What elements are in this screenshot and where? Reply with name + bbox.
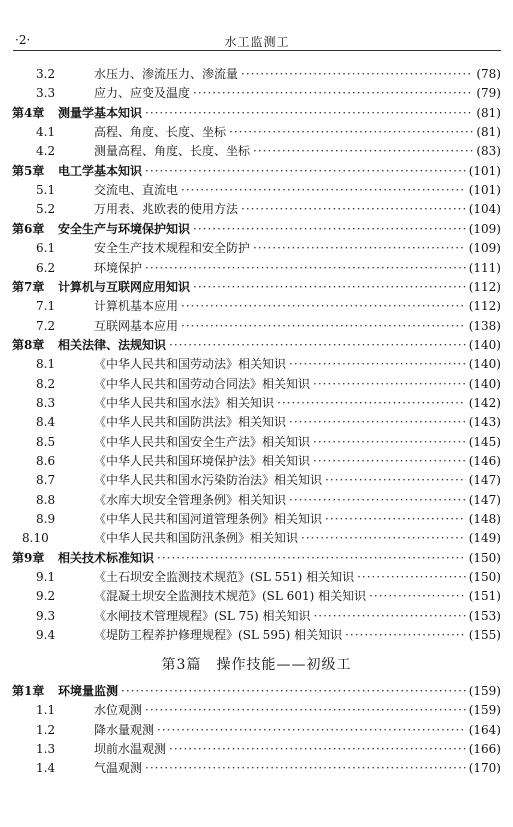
- toc-section-entry[interactable]: [12, 452, 501, 471]
- toc-entry-number: 1.1: [36, 703, 56, 718]
- toc-entry-title: 坝前水温观测: [94, 742, 167, 757]
- toc-leader-dots: [181, 297, 466, 316]
- toc-entry-title: 《水闸技术管理规程》(SL 75) 相关知识: [94, 608, 311, 623]
- toc-section-entry[interactable]: [12, 471, 501, 490]
- toc-entry-title: 环境保护: [94, 260, 143, 275]
- toc-chapter-entry[interactable]: [12, 220, 501, 239]
- toc-entry-number: 4.1: [36, 125, 56, 140]
- toc-entry-title: 《中华人民共和国防汛条例》相关知识: [94, 531, 299, 546]
- toc-entry-title: 测量高程、角度、长度、坐标: [94, 144, 251, 159]
- toc-leader-dots: [145, 759, 466, 778]
- toc-leader-dots: [169, 740, 466, 759]
- toc-entry-page: (79): [476, 86, 501, 101]
- toc-leader-dots: [145, 162, 466, 181]
- toc-entry-number: 9.2: [36, 589, 56, 604]
- toc-entry-title: 安全生产与环境保护知识: [58, 221, 191, 236]
- toc-entry-title: 水压力、渗流压力、渗流量: [94, 67, 239, 81]
- toc-entry-page: (81): [476, 105, 501, 120]
- toc-entry-page: (83): [476, 144, 501, 159]
- toc-leader-dots: [193, 220, 466, 239]
- toc-entry-title: 交流电、直流电: [94, 183, 179, 198]
- toc-entry-title: 《水库大坝安全管理条例》相关知识: [94, 492, 287, 507]
- toc-leader-dots: [369, 587, 466, 606]
- toc-section-entry[interactable]: [12, 510, 501, 529]
- toc-entry-title: 万用表、兆欧表的使用方法: [94, 202, 239, 217]
- toc-entry-page: (159): [468, 703, 501, 718]
- toc-section-entry[interactable]: [12, 433, 501, 452]
- toc-entry-title: 《中华人民共和国防洪法》相关知识: [94, 415, 287, 430]
- toc-entry-title: 《堤防工程养护修理规程》(SL 595) 相关知识: [94, 628, 343, 643]
- toc-leader-dots: [253, 239, 466, 258]
- toc-section-entry[interactable]: [12, 142, 501, 161]
- toc-section-entry[interactable]: [12, 626, 501, 645]
- toc-entry-title: 相关法律、法规知识: [58, 337, 167, 352]
- toc-entry-number: 9.1: [36, 570, 56, 585]
- toc-entry-number: 3.3: [36, 86, 56, 101]
- toc-entry-page: (101): [468, 183, 501, 198]
- toc-section-entry[interactable]: [12, 259, 501, 278]
- toc-leader-dots: [145, 104, 473, 123]
- toc-entry-title: 水位观测: [94, 703, 143, 718]
- toc-leader-dots: [193, 84, 473, 103]
- toc-entry-page: (170): [468, 761, 501, 776]
- toc-entry-number: 5.1: [36, 183, 56, 198]
- toc-leader-dots: [241, 65, 473, 84]
- toc-entry-page: (112): [468, 299, 501, 314]
- toc-entry-number: 8.7: [36, 473, 56, 488]
- toc-leader-dots: [157, 721, 466, 740]
- toc-entry-title: 高程、角度、长度、坐标: [94, 125, 227, 140]
- toc-entry-number: 1.3: [36, 742, 56, 757]
- page-header: [13, 30, 501, 51]
- toc-chapter-entry[interactable]: [12, 162, 501, 181]
- toc-leader-dots: [301, 529, 466, 548]
- toc-entry-number: 6.2: [36, 260, 56, 275]
- toc-entry-title: 计算机与互联网应用知识: [58, 279, 191, 294]
- toc-entry-number: 3.2: [36, 67, 56, 81]
- toc-entry-title: 测量学基本知识: [58, 105, 143, 120]
- toc-leader-dots: [313, 375, 466, 394]
- toc-leader-dots: [157, 549, 466, 568]
- toc-entry-title: 《混凝土坝安全监测技术规范》(SL 601) 相关知识: [94, 589, 367, 604]
- toc-entry-title: 应力、应变及温度: [94, 86, 191, 101]
- toc-entry-page: (148): [468, 512, 501, 527]
- toc-section-entry[interactable]: [12, 607, 501, 626]
- toc-section-entry[interactable]: [12, 200, 501, 219]
- toc-section-entry[interactable]: [12, 355, 501, 374]
- toc-leader-dots: [289, 413, 466, 432]
- toc-entry-number: 8.2: [36, 376, 56, 391]
- toc-entry-page: (112): [468, 279, 501, 294]
- toc-entry-page: (109): [468, 221, 501, 236]
- toc-entry-number: 第9章: [12, 550, 45, 565]
- toc-leader-dots: [277, 394, 466, 413]
- toc-entry-page: (166): [468, 742, 501, 757]
- toc-section-entry[interactable]: [12, 123, 501, 142]
- toc-leader-dots: [325, 510, 466, 529]
- toc-entry-page: (164): [468, 722, 501, 737]
- toc-entry-page: (142): [468, 395, 501, 410]
- toc-leader-dots: [313, 433, 466, 452]
- toc-entry-title: 《中华人民共和国水法》相关知识: [94, 395, 275, 410]
- toc-section-entry[interactable]: [12, 701, 501, 720]
- toc-section-entry[interactable]: [12, 413, 501, 432]
- toc-entry-title: 气温观测: [94, 761, 143, 776]
- toc-leader-dots: [313, 607, 465, 626]
- toc-entry-number: 9.3: [36, 608, 56, 623]
- toc-leader-dots: [145, 701, 466, 720]
- toc-entry-number: 8.9: [36, 512, 56, 527]
- toc-entry-page: (140): [468, 337, 501, 352]
- toc-leader-dots: [357, 568, 466, 587]
- toc-entry-page: (140): [468, 376, 501, 391]
- toc-entry-number: 第6章: [12, 221, 45, 236]
- toc-entry-title: 《中华人民共和国环境保护法》相关知识: [94, 454, 311, 468]
- toc-entry-page: (145): [468, 434, 501, 449]
- toc-entry-page: (101): [468, 163, 501, 178]
- toc-entry-title: 降水量观测: [94, 722, 155, 737]
- page-number: ·2·: [15, 33, 31, 47]
- toc-entry-title: 《中华人民共和国劳动合同法》相关知识: [94, 376, 311, 391]
- toc-section-entry[interactable]: [12, 491, 501, 510]
- toc-entry-page: (151): [468, 589, 501, 604]
- toc-entry-title: 环境量监测: [58, 684, 119, 698]
- toc-entry-page: (78): [476, 67, 501, 81]
- toc-entry-title: 《中华人民共和国水污染防治法》相关知识: [94, 473, 323, 488]
- toc-entry-page: (150): [468, 550, 501, 565]
- toc-entry-number: 8.3: [36, 395, 56, 410]
- toc-section-entry[interactable]: [12, 587, 501, 606]
- toc-entry-page: (149): [468, 531, 501, 546]
- toc-entry-number: 第5章: [12, 163, 45, 178]
- toc-leader-dots: [169, 336, 466, 355]
- toc-entry-title: 《中华人民共和国安全生产法》相关知识: [94, 434, 311, 449]
- toc-entry-number: 7.2: [36, 318, 56, 333]
- toc-entry-title: 《中华人民共和国河道管理条例》相关知识: [94, 512, 323, 527]
- toc-leader-dots: [345, 626, 466, 645]
- toc-chapter-entry[interactable]: [12, 682, 501, 701]
- toc-entry-number: 8.5: [36, 434, 56, 449]
- toc-chapter-entry[interactable]: [12, 336, 501, 355]
- toc-section-entry[interactable]: [12, 568, 501, 587]
- toc-entry-title: 互联网基本应用: [94, 318, 179, 333]
- toc-entry-page: (143): [468, 415, 501, 430]
- toc-leader-dots: [145, 259, 466, 278]
- toc-entry-page: (159): [468, 684, 501, 698]
- toc-entry-title: 《土石坝安全监测技术规范》(SL 551) 相关知识: [94, 570, 355, 585]
- toc-leader-dots: [181, 181, 466, 200]
- toc-entry-page: (104): [468, 202, 501, 217]
- toc-entry-page: (150): [468, 570, 501, 585]
- toc-entry-number: 8.6: [36, 454, 56, 468]
- toc-entry-page: (138): [468, 318, 501, 333]
- toc-entry-page: (81): [476, 125, 501, 140]
- toc-entry-number: 8.10: [22, 531, 49, 546]
- toc-entry-number: 4.2: [36, 144, 56, 159]
- toc-entry-number: 5.2: [36, 202, 56, 217]
- toc-section-entry[interactable]: [12, 317, 501, 336]
- toc-entry-number: 8.8: [36, 492, 56, 507]
- toc-leader-dots: [193, 278, 466, 297]
- toc-section-entry[interactable]: [12, 375, 501, 394]
- running-title: 水工监测工: [224, 35, 290, 49]
- toc-section-entry[interactable]: [12, 759, 501, 778]
- toc-entry-number: 7.1: [36, 299, 56, 314]
- toc-leader-dots: [181, 317, 466, 336]
- toc-entry-title: 计算机基本应用: [94, 299, 179, 314]
- toc-entry-number: 8.4: [36, 415, 56, 430]
- toc-entry-number: 第4章: [12, 105, 45, 120]
- toc-leader-dots: [289, 491, 466, 510]
- toc-entry-number: 9.4: [36, 628, 56, 643]
- toc-section-entry[interactable]: [12, 239, 501, 258]
- toc-entry-page: (147): [468, 473, 501, 488]
- toc-entry-title: 《中华人民共和国劳动法》相关知识: [94, 357, 287, 372]
- toc-leader-dots: [253, 142, 473, 161]
- toc-entry-number: 第7章: [12, 279, 45, 294]
- toc-entry-page: (140): [468, 357, 501, 372]
- toc-section-entry[interactable]: [12, 84, 501, 103]
- toc-entry-title: 安全生产技术规程和安全防护: [94, 241, 251, 256]
- toc-leader-dots: [229, 123, 473, 142]
- toc-section-entry[interactable]: [12, 65, 501, 84]
- toc-chapter-entry[interactable]: [12, 278, 501, 297]
- toc-entry-number: 1.4: [36, 761, 56, 776]
- toc-entry-page: (146): [468, 454, 501, 468]
- toc-section-entry[interactable]: [12, 394, 501, 413]
- toc-section-entry[interactable]: [12, 721, 501, 740]
- toc-leader-dots: [313, 452, 466, 471]
- toc-leader-dots: [289, 355, 466, 374]
- toc-section-entry[interactable]: [12, 529, 501, 548]
- toc-entry-number: 第8章: [12, 337, 45, 352]
- toc-entry-title: 电工学基本知识: [58, 163, 143, 178]
- toc-section-entry[interactable]: [12, 181, 501, 200]
- toc-entry-page: (153): [468, 608, 501, 623]
- toc-chapter-entry[interactable]: [12, 549, 501, 568]
- toc-section-entry[interactable]: [12, 740, 501, 759]
- toc-entry-page: (147): [468, 492, 501, 507]
- toc-section-entry[interactable]: [12, 297, 501, 316]
- toc-chapter-entry[interactable]: [12, 104, 501, 123]
- toc-entry-page: (155): [468, 628, 501, 643]
- toc-leader-dots: [121, 682, 466, 701]
- toc-leader-dots: [241, 200, 466, 219]
- toc-entry-number: 8.1: [36, 357, 56, 372]
- toc-entry-number: 第1章: [12, 684, 45, 698]
- toc-entry-page: (109): [468, 241, 501, 256]
- toc-entry-number: 6.1: [36, 241, 56, 256]
- toc-leader-dots: [325, 471, 466, 490]
- toc-entry-page: (111): [468, 260, 501, 275]
- toc-entry-title: 相关技术标准知识: [58, 550, 155, 565]
- part-title: 第3篇 操作技能——初级工: [161, 657, 352, 673]
- toc-entry-number: 1.2: [36, 722, 56, 737]
